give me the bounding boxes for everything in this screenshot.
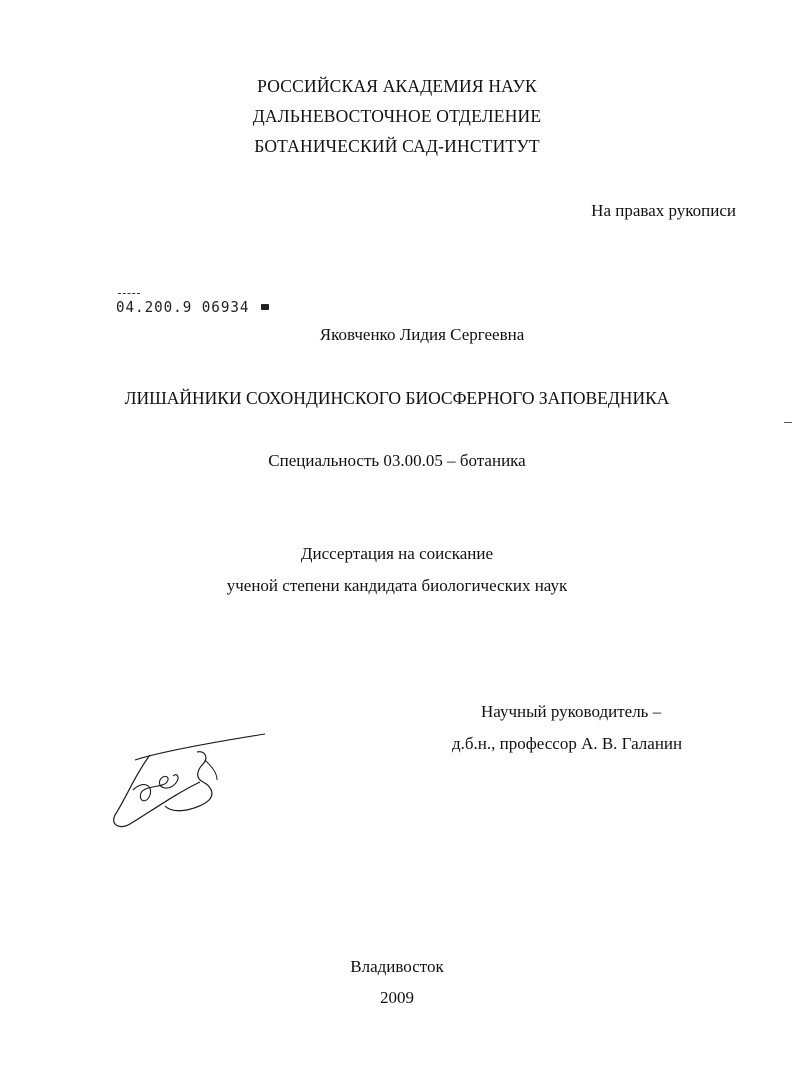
author-name: Яковченко Лидия Сергеевна: [319, 325, 525, 344]
dissertation-line-2: ученой степени кандидата биологических наук: [226, 576, 568, 595]
rights-note: На правах рукописи: [591, 201, 736, 220]
stamp-ticks: [118, 293, 140, 296]
library-stamp-number: 04.200.9 06934: [116, 298, 250, 316]
margin-mark: [784, 422, 792, 423]
supervisor-line-2: д.б.н., профессор А. В. Галанин: [452, 734, 683, 753]
institution-line-2: ДАЛЬНЕВОСТОЧНОЕ ОТДЕЛЕНИЕ: [252, 106, 542, 126]
year: 2009: [380, 988, 414, 1007]
institution-line-3: БОТАНИЧЕСКИЙ САД-ИНСТИТУТ: [254, 136, 540, 156]
dissertation-title: ЛИШАЙНИКИ СОХОНДИНСКОГО БИОСФЕРНОГО ЗАПОВЕДНИКА: [124, 388, 670, 408]
specialty-line: Специальность 03.00.05 – ботаника: [268, 451, 526, 470]
dissertation-line-1: Диссертация на соискание: [300, 544, 494, 563]
handwritten-signature: [105, 730, 275, 840]
institution-line-1: РОССИЙСКАЯ АКАДЕМИЯ НАУК: [257, 76, 537, 96]
supervisor-line-1: Научный руководитель –: [481, 702, 662, 721]
stamp-mark: [261, 304, 269, 310]
city: Владивосток: [350, 957, 444, 976]
